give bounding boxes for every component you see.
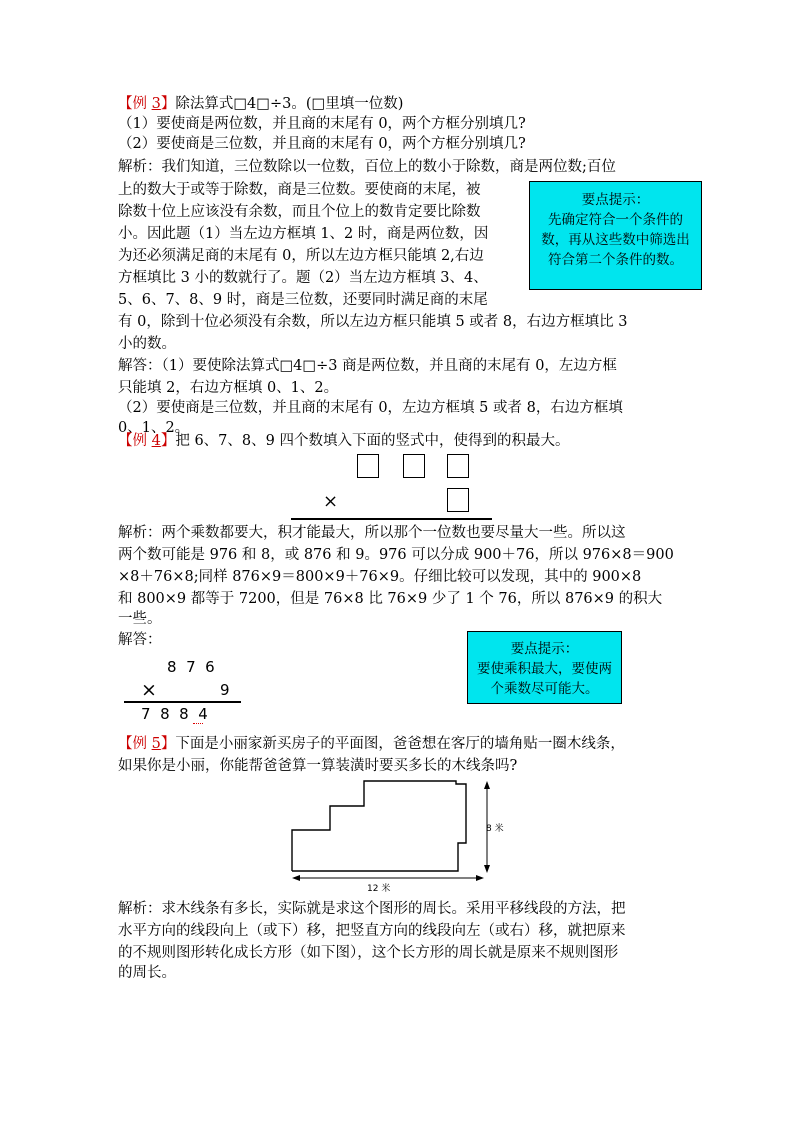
ex3-question-1: （1）要使商是两位数，并且商的末尾有 0，两个方框分别填几? xyxy=(118,116,526,132)
hint-line: 个乘数尽可能大。 xyxy=(490,681,599,697)
ex3-answer-line: 解答：（1）要使除法算式□4□÷3 商是两位数，并且商的末尾有 0，左边方框 xyxy=(118,358,617,374)
ex3-analysis-line: 除数十位上应该没有余数，而且个位上的数肯定要比除数 xyxy=(118,204,481,220)
ex3-analysis-line: 5、6、7、8、9 时，商是三位数，还要同时满足商的末尾 xyxy=(118,292,488,308)
ex3-question-2: （2）要使商是三位数，并且商的末尾有 0，两个方框分别填几? xyxy=(118,136,526,152)
ex5-analysis-line: 水平方向的线段向上（或下）移，把竖直方向的线段向左（或右）移，就把原来 xyxy=(118,923,626,939)
ex3-analysis-line: 有 0，除到十位必须没有余数，所以左边方框只能填 5 或者 8，右边方框填比 3 xyxy=(118,314,628,330)
ex4-tag: 【例 4】 xyxy=(118,433,176,449)
ex5-analysis-line: 的周长。 xyxy=(118,965,176,981)
ex5-tag: 【例 5】 xyxy=(118,736,176,752)
ex4-analysis-line: ×8＋76×8;同样 876×9＝800×9＋76×9。仔细比较可以发现，其中的 900×8 xyxy=(118,569,642,585)
times-sign: × xyxy=(323,491,339,512)
width-label: 12 米 xyxy=(367,884,391,894)
height-label: 8 米 xyxy=(486,824,504,834)
ex3-answer-line: 只能填 2，右边方框填 0、1、2。 xyxy=(118,380,339,396)
ex4-title: 把 6、7、8、9 四个数填入下面的竖式中，使得到的积最大。 xyxy=(175,433,570,449)
ex3-answer-line: （2）要使商是三位数，并且商的末尾有 0，左边方框填 5 或者 8，右边方框填 xyxy=(118,400,623,416)
calc-multiplier: 9 xyxy=(220,681,230,699)
ex4-analysis-line: 和 800×9 都等于 7200，但是 76×8 比 76×9 少了 1 个 76，所以 876×9 的积大 xyxy=(118,591,663,607)
ex5-title-line-2: 如果你是小丽，你能帮爸爸算一算装潢时要买多长的木线条吗? xyxy=(118,758,518,774)
hint-title: 要点提示： xyxy=(510,641,579,657)
ex3-analysis-line: 小。因此题（1）当左边方框填 1、2 时，商是两位数，因 xyxy=(118,226,489,242)
ex4-analysis-line: 解析：两个乘数都要大，积才能最大，所以那个一位数也要尽量大一些。所以这 xyxy=(118,525,626,541)
ex5-analysis-line: 的不规则图形转化成长方形（如下图），这个长方形的周长就是原来不规则图形 xyxy=(118,945,619,961)
calc-product: 7 8 8 4 xyxy=(141,705,208,723)
hint-line: 符合第二个条件的数。 xyxy=(548,252,683,268)
arrow-right xyxy=(476,875,484,881)
ex3-tag: 【例 3】 xyxy=(118,96,176,112)
hint-line: 数，再从这些数中筛选出 xyxy=(541,232,690,248)
ex3-title: 除法算式□4□÷3。(□里填一位数) xyxy=(175,96,404,112)
arrow-up xyxy=(484,781,490,789)
arrow-left xyxy=(292,875,300,881)
ex4-answer-label: 解答： xyxy=(118,632,162,648)
hint-line: 先确定符合一个条件的 xyxy=(548,212,683,228)
calc-multiplicand: 8 7 6 xyxy=(167,658,215,676)
ex3-answer-line: 0、1、2。 xyxy=(118,420,190,436)
ex5-analysis-line: 解析：求木线条有多长，实际就是求这个图形的周长。采用平移线段的方法，把 xyxy=(118,901,626,917)
ex3-analysis-line: 小的数。 xyxy=(118,336,176,352)
ex4-analysis-line: 两个数可能是 976 和 8，或 876 和 9。976 可以分成 900＋76，所以 976×8＝900 xyxy=(118,547,674,563)
hint-line: 要使乘积最大，要使两 xyxy=(477,661,612,677)
ex3-analysis-line: 解析：我们知道，三位数除以一位数，百位上的数小于除数，商是两位数;百位 xyxy=(118,159,616,175)
calc-times-sign: × xyxy=(141,679,157,701)
floor-plan-outline xyxy=(292,781,466,871)
arrow-down xyxy=(484,865,490,873)
ex4-analysis-line: 一些。 xyxy=(118,611,162,627)
ex3-analysis-line: 为还必须满足商的末尾有 0，所以左边方框只能填 2,右边 xyxy=(118,248,484,264)
ex5-title: 下面是小丽家新买房子的平面图，爸爸想在客厅的墙角贴一圈木线条， xyxy=(175,736,625,752)
ex3-analysis-line: 上的数大于或等于除数，商是三位数。要使商的末尾，被 xyxy=(118,182,481,198)
ex3-analysis-line: 方框填比 3 小的数就行了。题（2）当左边方框填 3、4、 xyxy=(118,270,488,286)
hint-title: 要点提示： xyxy=(581,192,650,208)
